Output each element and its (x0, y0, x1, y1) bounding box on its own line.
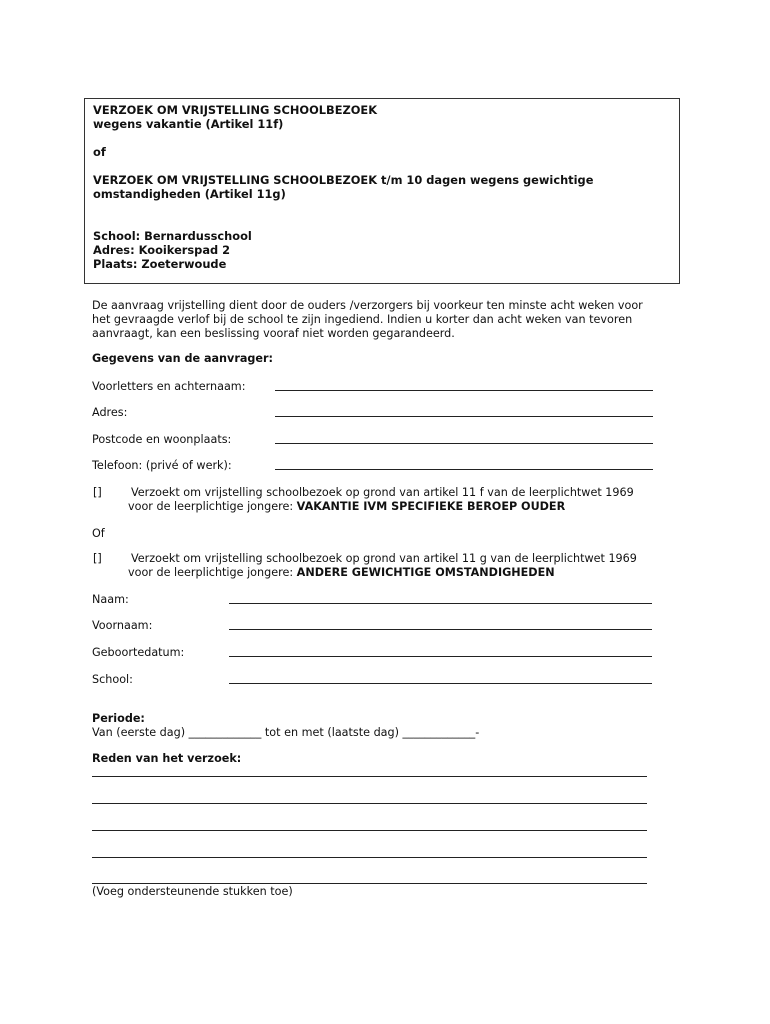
option1-reason: VAKANTIE IVM SPECIFIEKE BEROEP OUDER (296, 500, 566, 513)
address-field[interactable] (275, 416, 653, 417)
school-field[interactable] (229, 683, 652, 684)
phone-field[interactable] (275, 469, 653, 470)
form-title: VERZOEK OM VRIJSTELLING SCHOOLBEZOEK (93, 103, 378, 117)
option2-text-line2 (128, 566, 555, 580)
or-separator: of (93, 145, 106, 159)
intro-line: aanvraagt, kan een beslissing vooraf niet worden gegarandeerd. (92, 327, 455, 340)
initials-surname-label: Voorletters en achternaam: (92, 380, 246, 393)
reason-line[interactable] (92, 883, 647, 884)
period-range[interactable]: Van (eerste dag) _____________ tot en met (laatste dag) _____________- (92, 726, 480, 739)
reason-line[interactable] (92, 857, 647, 858)
school-address: Adres: Kooikerspad 2 (93, 243, 231, 257)
option2-text: Verzoekt om vrijstelling schoolbezoek op grond van artikel 11 g van de leerplichtwet 1969 (131, 552, 637, 565)
applicant-heading: Gegevens van de aanvrager: (92, 352, 273, 365)
firstname-label: Voornaam: (92, 619, 153, 632)
supporting-docs-note: (Voeg ondersteunende stukken toe) (92, 885, 293, 898)
intro-line: het gevraagde verlof bij de school te zijn ingediend. Indien u korter dan acht weken van tevoren (92, 313, 633, 326)
option2-reason: ANDERE GEWICHTIGE OMSTANDIGHEDEN (296, 566, 555, 579)
option1-text-line2 (128, 500, 565, 514)
reason-line[interactable] (92, 803, 647, 804)
firstname-field[interactable] (229, 629, 652, 630)
option2-checkbox[interactable]: [] (93, 552, 102, 565)
period-heading: Periode: (92, 712, 145, 725)
school-place: Plaats: Zoeterwoude (93, 257, 227, 271)
birthdate-label: Geboortedatum: (92, 646, 185, 659)
option1-text: Verzoekt om vrijstelling schoolbezoek op grond van artikel 11 f van de leerplichtwet 1969 (131, 486, 634, 499)
lastname-field[interactable] (229, 603, 652, 604)
intro-paragraph (92, 299, 682, 341)
address-label: Adres: (92, 406, 128, 419)
birthdate-field[interactable] (229, 656, 652, 657)
reason-heading: Reden van het verzoek: (92, 752, 242, 765)
option1-prefix: voor de leerplichtige jongere: (128, 500, 297, 513)
option1-checkbox[interactable]: [] (93, 486, 102, 499)
reason-line[interactable] (92, 830, 647, 831)
school-label: School: (92, 673, 133, 686)
option2-prefix: voor de leerplichtige jongere: (128, 566, 297, 579)
postcode-city-label: Postcode en woonplaats: (92, 433, 232, 446)
or-label: Of (92, 527, 105, 540)
form-title-alt: VERZOEK OM VRIJSTELLING SCHOOLBEZOEK t/m 10 dagen wegens gewichtige (93, 173, 594, 187)
phone-label: Telefoon: (privé of werk): (92, 459, 232, 472)
form-subtitle: wegens vakantie (Artikel 11f) (93, 117, 284, 131)
lastname-label: Naam: (92, 593, 129, 606)
initials-surname-field[interactable] (275, 390, 653, 391)
postcode-city-field[interactable] (275, 443, 653, 444)
intro-line: De aanvraag vrijstelling dient door de ouders /verzorgers bij voorkeur ten minste acht weken voor (92, 299, 643, 312)
school-name: School: Bernardusschool (93, 229, 252, 243)
reason-line[interactable] (92, 776, 647, 777)
form-subtitle-alt: omstandigheden (Artikel 11g) (93, 187, 286, 201)
